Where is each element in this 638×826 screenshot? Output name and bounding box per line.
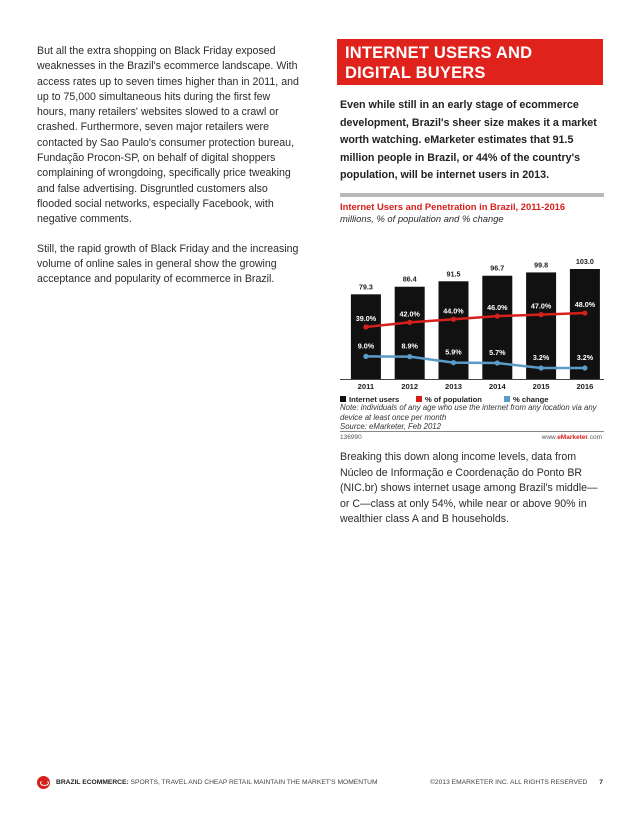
legend-swatch [340, 396, 346, 402]
legend-label: % change [513, 395, 549, 404]
bar-value-label: 103.0 [575, 257, 594, 266]
left-paragraph-1: But all the extra shopping on Black Friday exposed weaknesses in the Brazil's ecommerce landscape. With access rates up to seven times higher than in 2011, and up to 75,000 simultaneous hits during the first few hours, many retailers' websites slowed to a crawl or crashed. Furthermore, seven major retailers were contacted by Sao Paulo's consumer protection bureau, Fundação Procon-SP, on behalf of digital shoppers complaining of wrongdoing, specifically price tweaking and false advertising. Disgruntled customers also flooded social networks, especially Facebook, with negative comments. [37, 45, 299, 226]
population-value-label: 39.0% [355, 314, 377, 323]
change-value-label: 5.7% [489, 348, 506, 357]
bar-value-label: 86.4 [402, 274, 417, 284]
change-value-label: 9.0% [357, 341, 375, 351]
chart-notes [340, 403, 604, 432]
point-percent-of-population [495, 314, 500, 319]
population-value-label: 44.0% [443, 306, 464, 316]
point-percent-of-population [539, 312, 544, 317]
footer-copyright: ©2013 EMARKETER INC. ALL RIGHTS RESERVED [430, 779, 588, 786]
x-tick-label: 2013 [445, 382, 462, 391]
chart-title: Internet Users and Penetration in Brazil, 2011-2016 [340, 201, 566, 212]
bar-internet-users-2016 [570, 269, 600, 379]
point-percent-change [582, 365, 587, 370]
footer-report-bold: BRAZIL ECOMMERCE: [56, 779, 129, 786]
legend-label: % of population [425, 395, 482, 404]
chart-source: Source: eMarketer, Feb 2012 [340, 422, 441, 431]
point-percent-of-population [363, 324, 368, 329]
chart-plot [340, 224, 604, 404]
x-tick-label: 2015 [532, 382, 550, 391]
x-tick-label: 2016 [576, 382, 594, 391]
population-value-label: 42.0% [399, 309, 420, 319]
bar-internet-users-2015 [526, 272, 556, 379]
point-percent-change [539, 365, 544, 370]
chart-note: Note: individuals of any age who use the internet from any location via any device at least once per month [340, 403, 597, 422]
chart-top-rule [340, 193, 604, 197]
point-percent-change [363, 354, 368, 359]
point-percent-change [407, 354, 412, 359]
population-value-label: 46.0% [487, 303, 508, 313]
x-tick-label: 2012 [401, 382, 419, 391]
point-percent-of-population [451, 317, 456, 322]
point-percent-change [451, 360, 456, 365]
section-banner [337, 39, 603, 85]
chart-site-suffix: .com [587, 434, 602, 441]
point-percent-of-population [407, 320, 412, 325]
bar-value-label: 79.3 [358, 282, 373, 292]
chart-subtitle: millions, % of population and % change [340, 213, 504, 224]
population-value-label: 48.0% [574, 300, 596, 310]
change-value-label: 3.2% [532, 353, 550, 362]
x-tick-label: 2014 [488, 382, 506, 391]
chart-site-link[interactable] [542, 434, 602, 441]
bar-value-label: 96.7 [490, 263, 505, 273]
bar-internet-users-2012 [395, 287, 425, 379]
bar-value-label: 99.8 [534, 260, 549, 270]
chart-site-brand: eMarketer [557, 434, 588, 441]
page-number: 7 [599, 779, 603, 786]
banner-title-line-2: DIGITAL BUYERS [345, 64, 486, 82]
bar-value-label: 91.5 [446, 269, 461, 279]
left-column [37, 44, 299, 301]
point-percent-change [495, 360, 500, 365]
point-percent-of-population [582, 310, 587, 315]
bar-internet-users-2011 [351, 294, 381, 379]
chart-id: 136990 [340, 434, 362, 441]
chart-container [340, 193, 604, 404]
chart-source-divider [340, 431, 604, 432]
footer-report-title [56, 779, 378, 786]
footer-report-rest: SPORTS, TRAVEL AND CHEAP RETAIL MAINTAIN THE MARKET'S MOMENTUM [128, 779, 378, 786]
legend-swatch [416, 396, 422, 402]
x-tick-label: 2011 [357, 382, 375, 391]
change-value-label: 3.2% [576, 353, 594, 362]
intro-paragraph: Even while still in an early stage of ecommerce development, Brazil's sheer size makes it a market worth watching. eMarketer estimates that 91.5 million people in Brazil, or 44% of the country's population, will be internet users in 2013. [340, 99, 597, 181]
legend-label: Internet users [349, 395, 400, 404]
body-paragraph-2: Breaking this down along income levels, data from Núcleo de Informação e Coordenação do Ponto BR (NIC.br) shows internet usage among Brazil's middle—or C—class at only 54%, while near or above 90% in wealthier class A and B households. [340, 451, 598, 525]
emarketer-logo-icon [37, 776, 50, 789]
population-value-label: 47.0% [530, 301, 552, 311]
banner-title-line-1: INTERNET USERS AND [345, 44, 533, 62]
change-value-label: 8.9% [401, 341, 418, 351]
legend-swatch [504, 396, 510, 402]
change-value-label: 5.9% [445, 347, 462, 357]
left-paragraph-2: Still, the rapid growth of Black Friday and the increasing volume of online sales in general show the growing acceptance and popularity of ecommerce in Brazil. [37, 242, 299, 286]
chart-site-prefix: www. [541, 434, 558, 441]
page-footer [37, 776, 603, 790]
